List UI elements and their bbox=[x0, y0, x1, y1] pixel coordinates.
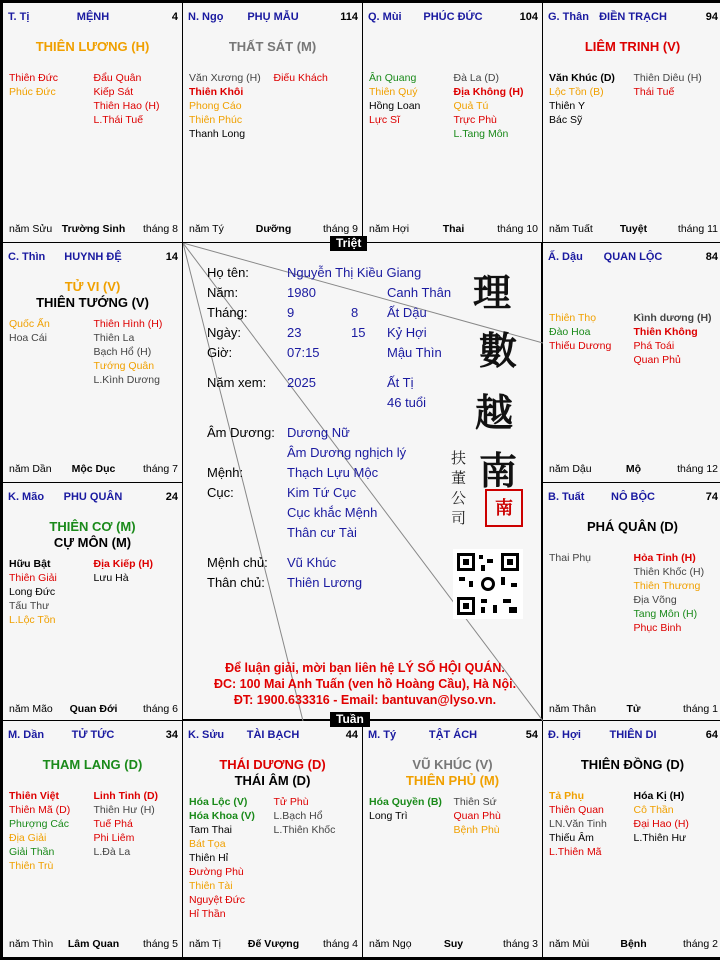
value-than-chu: Thiên Lương bbox=[287, 575, 363, 590]
palace-cell-ty[interactable] bbox=[362, 720, 543, 958]
minor-star: Phượng Các bbox=[9, 818, 70, 830]
major-star: THIÊN PHỦ (M) bbox=[405, 773, 500, 788]
palace-header bbox=[8, 727, 178, 743]
footer-month: tháng 4 bbox=[322, 938, 358, 950]
minor-star: L.Tang Môn bbox=[453, 128, 509, 140]
red-seal-stamp: 南 bbox=[485, 489, 523, 527]
major-stars bbox=[3, 757, 182, 773]
minor-star: Cô Thần bbox=[633, 804, 674, 816]
minor-star: Hồng Loan bbox=[369, 100, 421, 112]
contact-line-1: Để luận giải, mời bạn liên hệ LÝ SỐ HỘI QUÁN. bbox=[225, 661, 505, 675]
footer-year: năm Tị bbox=[189, 938, 221, 950]
footer-month: tháng 8 bbox=[142, 223, 178, 235]
palace-footer bbox=[549, 937, 718, 951]
label-menh-chu: Mệnh chủ: bbox=[207, 555, 268, 570]
value-day: 23 bbox=[287, 325, 302, 340]
minor-star: Lưu Hà bbox=[93, 572, 129, 584]
label-month: Tháng: bbox=[207, 305, 248, 320]
minor-star: Linh Tinh (D) bbox=[93, 790, 159, 802]
value-month-can: Ất Dậu bbox=[387, 305, 427, 320]
minor-star: Thiên Khôi bbox=[189, 86, 244, 98]
value-month-lunar: 8 bbox=[351, 305, 359, 320]
minor-star: Thiên Thọ bbox=[549, 312, 597, 324]
footer-stage: Mộc Dục bbox=[71, 463, 116, 475]
minor-star: Phá Toái bbox=[633, 340, 675, 352]
palace-header bbox=[368, 727, 538, 743]
palace-branch: Ấ. Dậu bbox=[548, 251, 583, 263]
label-menh: Mệnh: bbox=[207, 465, 244, 480]
minor-star: Thiên Tài bbox=[189, 880, 233, 892]
minor-star: Tang Môn (H) bbox=[633, 608, 698, 620]
footer-stage: Lâm Quan bbox=[67, 938, 120, 950]
footer-stage: Quan Đới bbox=[69, 703, 118, 715]
minor-star: Thiên Trù bbox=[9, 860, 54, 872]
value-cuc2: Cục khắc Mệnh bbox=[287, 505, 378, 520]
palace-footer bbox=[369, 222, 538, 236]
label-name: Họ tên: bbox=[207, 265, 249, 280]
palace-cell-ti[interactable] bbox=[2, 2, 183, 243]
major-star: TỬ VI (V) bbox=[64, 279, 121, 294]
footer-year: năm Dần bbox=[9, 463, 52, 475]
minor-star: Thiên Hỉ bbox=[189, 852, 229, 864]
center-info-panel bbox=[182, 242, 542, 720]
palace-branch: Q. Mùi bbox=[368, 11, 402, 23]
minor-star: Tả Phụ bbox=[549, 790, 585, 802]
footer-month: tháng 9 bbox=[322, 223, 358, 235]
palace-cell-thin[interactable] bbox=[2, 242, 183, 483]
major-star: THAM LANG (D) bbox=[42, 757, 143, 772]
triet-tag: Triệt bbox=[330, 236, 367, 251]
minor-star: Quan Phù bbox=[453, 810, 501, 822]
footer-month: tháng 12 bbox=[677, 463, 718, 475]
label-day: Ngày: bbox=[207, 325, 241, 340]
palace-name: HUYNH ĐỆ bbox=[64, 251, 122, 263]
palace-number: 44 bbox=[345, 729, 358, 741]
footer-stage: Trường Sinh bbox=[61, 223, 126, 235]
value-year-can: Canh Thân bbox=[387, 285, 452, 300]
palace-cell-dan[interactable] bbox=[2, 720, 183, 958]
footer-month: tháng 5 bbox=[142, 938, 178, 950]
palace-branch: M. Tý bbox=[368, 729, 397, 741]
footer-month: tháng 7 bbox=[142, 463, 178, 475]
footer-month: tháng 6 bbox=[142, 703, 178, 715]
contact-line-2: ĐC: 100 Mai Anh Tuấn (ven hồ Hoàng Cầu), Hà Nội. bbox=[213, 677, 517, 691]
contact-line-3: ĐT: 1900.633316 - Email: bantuvan@lyso.vn. bbox=[233, 693, 497, 707]
minor-star: Thiên Không bbox=[633, 326, 698, 338]
palace-cell-ngo[interactable] bbox=[182, 2, 363, 243]
palace-footer bbox=[9, 462, 178, 476]
palace-branch: K. Mão bbox=[8, 491, 45, 503]
minor-star: L.Đà La bbox=[93, 846, 131, 858]
palace-name: TỬ TỨC bbox=[71, 729, 115, 741]
minor-star: Thiếu Âm bbox=[549, 832, 594, 844]
palace-footer bbox=[9, 702, 178, 716]
palace-header bbox=[8, 9, 178, 25]
palace-cell-mao[interactable] bbox=[2, 482, 183, 723]
palace-number: 84 bbox=[705, 251, 718, 263]
palace-cell-hoi[interactable] bbox=[542, 720, 720, 958]
minor-star: Hỏa Tinh (H) bbox=[633, 552, 696, 564]
footer-stage: Dưỡng bbox=[255, 223, 292, 235]
minor-star: Hữu Bật bbox=[9, 558, 51, 570]
calligraphy-char-1: 理 bbox=[473, 270, 512, 315]
minor-star: Hóa Quyền (B) bbox=[369, 796, 442, 808]
minor-star: Thiên Giải bbox=[9, 572, 57, 584]
major-star: LIÊM TRINH (V) bbox=[584, 39, 681, 54]
label-view-year: Năm xem: bbox=[207, 375, 267, 390]
minor-star: Thiên Đức bbox=[9, 72, 59, 84]
palace-cell-tuat[interactable] bbox=[542, 482, 720, 723]
palace-cell-than[interactable] bbox=[542, 2, 720, 243]
major-stars bbox=[3, 39, 182, 55]
palace-branch: G. Thân bbox=[548, 11, 589, 23]
minor-star: Kình dương (H) bbox=[633, 312, 712, 324]
major-star: THẤT SÁT (M) bbox=[228, 39, 317, 54]
minor-star: Tuế Phá bbox=[93, 818, 133, 830]
palace-number: 24 bbox=[165, 491, 178, 503]
calligraphy-small-1: 扶 bbox=[451, 449, 467, 467]
footer-stage: Đế Vượng bbox=[247, 938, 300, 950]
palace-branch: M. Dần bbox=[8, 729, 45, 741]
minor-star: Hóa Lộc (V) bbox=[189, 796, 248, 808]
palace-name: PHU QUÂN bbox=[63, 491, 123, 503]
palace-name: PHỤ MẪU bbox=[247, 11, 299, 23]
footer-year: năm Tý bbox=[189, 223, 224, 235]
minor-star: Thiên Hư (H) bbox=[93, 804, 155, 816]
minor-star: Thiên Phúc bbox=[189, 114, 243, 126]
palace-number: 14 bbox=[165, 251, 178, 263]
minor-star: L.Thái Tuế bbox=[93, 114, 144, 126]
major-star: THIÊN CƠ (M) bbox=[49, 519, 136, 534]
minor-star: Thái Tuế bbox=[633, 86, 675, 98]
palace-name: PHÚC ĐỨC bbox=[423, 11, 483, 23]
palace-header bbox=[548, 9, 718, 25]
minor-star: L.Thiên Hư bbox=[633, 832, 687, 844]
minor-star: Bát Tọa bbox=[189, 838, 226, 850]
palace-cell-mui[interactable] bbox=[362, 2, 543, 243]
minor-star: Bệnh Phù bbox=[453, 824, 500, 836]
value-day-lunar: 15 bbox=[351, 325, 366, 340]
palace-branch: K. Sửu bbox=[188, 729, 225, 741]
minor-star: Hoa Cái bbox=[9, 332, 47, 344]
footer-stage: Bệnh bbox=[620, 938, 647, 950]
major-star: THIÊN TƯỚNG (V) bbox=[36, 295, 149, 310]
minor-star: Ân Quang bbox=[369, 72, 417, 84]
footer-year: năm Mão bbox=[9, 703, 53, 715]
minor-star: Long Đức bbox=[9, 586, 56, 598]
minor-star: Phục Binh bbox=[633, 622, 682, 634]
value-hour: 07:15 bbox=[287, 345, 320, 360]
minor-star: Đẩu Quân bbox=[93, 72, 142, 84]
minor-star: Thiên Hao (H) bbox=[93, 100, 160, 112]
major-star: THIÊN LƯƠNG (H) bbox=[35, 39, 150, 54]
palace-footer bbox=[549, 222, 718, 236]
footer-month: tháng 2 bbox=[682, 938, 718, 950]
palace-footer bbox=[9, 937, 178, 951]
footer-year: năm Sửu bbox=[9, 223, 53, 235]
minor-star: Thiên Khốc (H) bbox=[633, 566, 705, 578]
minor-star: Nguyệt Đức bbox=[189, 894, 246, 906]
palace-cell-dau[interactable] bbox=[542, 242, 720, 483]
label-year: Năm: bbox=[207, 285, 239, 300]
minor-star: Thiên Sứ bbox=[453, 796, 497, 808]
major-stars bbox=[3, 519, 182, 551]
palace-number: 4 bbox=[171, 11, 178, 23]
minor-star: Long Trì bbox=[369, 810, 408, 822]
palace-branch: T. Tị bbox=[8, 11, 30, 23]
calligraphy-small-4: 司 bbox=[451, 509, 467, 527]
minor-star: Phong Cáo bbox=[189, 100, 242, 112]
minor-star: L.Thiên Mã bbox=[549, 846, 602, 858]
label-hour: Giờ: bbox=[207, 345, 233, 360]
palace-footer bbox=[549, 462, 718, 476]
minor-star: Tam Thai bbox=[189, 824, 232, 836]
palace-footer bbox=[369, 937, 538, 951]
footer-stage: Thai bbox=[442, 223, 465, 235]
palace-number: 74 bbox=[705, 491, 718, 503]
minor-star: Thiên Diêu (H) bbox=[633, 72, 702, 84]
minor-star: Đà La (D) bbox=[453, 72, 500, 84]
minor-star: Địa Giải bbox=[9, 832, 47, 844]
minor-star: Văn Xương (H) bbox=[189, 72, 261, 84]
palace-name: TÀI BẠCH bbox=[246, 729, 300, 741]
minor-star: Điếu Khách bbox=[273, 72, 328, 84]
major-stars bbox=[3, 279, 182, 311]
footer-stage: Tuyệt bbox=[619, 223, 648, 235]
palace-number: 114 bbox=[340, 11, 358, 23]
value-amduong2: Âm Dương nghịch lý bbox=[287, 445, 407, 460]
footer-year: năm Dậu bbox=[549, 463, 592, 475]
footer-month: tháng 3 bbox=[502, 938, 538, 950]
major-star: THÁI ÂM (D) bbox=[234, 773, 311, 788]
minor-star: LN.Văn Tinh bbox=[549, 818, 607, 830]
minor-star: Thai Phụ bbox=[549, 552, 592, 564]
value-view-year: 2025 bbox=[287, 375, 316, 390]
palace-branch: Đ. Hợi bbox=[548, 729, 581, 741]
minor-star: Thiên Thương bbox=[633, 580, 701, 592]
value-hour-can: Mậu Thìn bbox=[387, 345, 442, 360]
value-month: 9 bbox=[287, 305, 295, 320]
major-stars bbox=[183, 757, 362, 789]
footer-year: năm Ngọ bbox=[369, 938, 412, 950]
footer-month: tháng 10 bbox=[497, 223, 538, 235]
minor-star: L.Thiên Khốc bbox=[273, 824, 336, 836]
palace-branch: B. Tuất bbox=[548, 491, 585, 503]
major-stars bbox=[543, 519, 720, 535]
minor-star: Địa Không (H) bbox=[453, 86, 524, 98]
footer-stage: Mộ bbox=[625, 463, 642, 475]
minor-star: Phi Liêm bbox=[93, 832, 135, 844]
palace-header bbox=[188, 727, 358, 743]
calligraphy-char-3: 越 bbox=[475, 390, 514, 435]
minor-star: Quả Tú bbox=[453, 100, 489, 112]
palace-number: 64 bbox=[705, 729, 718, 741]
minor-star: Thiên La bbox=[93, 332, 135, 344]
palace-footer bbox=[189, 937, 358, 951]
minor-star: Văn Khúc (D) bbox=[549, 72, 615, 84]
calligraphy-small-3: 公 bbox=[451, 489, 467, 507]
major-star: THIÊN ĐỒNG (D) bbox=[580, 757, 685, 772]
minor-star: Hỉ Thần bbox=[189, 908, 226, 920]
palace-name: TẬT ÁCH bbox=[428, 729, 478, 741]
palace-number: 54 bbox=[525, 729, 538, 741]
palace-branch: C. Thìn bbox=[8, 251, 46, 263]
minor-star: Đường Phù bbox=[189, 866, 244, 878]
minor-star: Bạch Hổ (H) bbox=[93, 346, 152, 358]
footer-stage: Tử bbox=[626, 703, 641, 715]
palace-name: MỆNH bbox=[76, 11, 110, 23]
label-amduong: Âm Dương: bbox=[207, 425, 275, 440]
minor-star: Hóa Kị (H) bbox=[633, 790, 685, 802]
value-age: 46 tuổi bbox=[387, 395, 427, 410]
palace-name: NÔ BỘC bbox=[611, 491, 655, 503]
palace-cell-suu[interactable] bbox=[182, 720, 363, 958]
value-than: Thân cư Tài bbox=[287, 525, 357, 540]
palace-header bbox=[548, 249, 718, 265]
minor-star: Hóa Khoa (V) bbox=[189, 810, 255, 822]
minor-star: Giải Thần bbox=[9, 846, 55, 858]
footer-stage: Suy bbox=[443, 938, 464, 950]
minor-star: Phúc Đức bbox=[9, 86, 56, 98]
minor-star: Thiếu Dương bbox=[549, 340, 612, 352]
palace-header bbox=[368, 9, 538, 25]
palace-header bbox=[8, 489, 178, 505]
footer-year: năm Tuất bbox=[549, 223, 593, 235]
major-star: PHÁ QUÂN (D) bbox=[587, 519, 678, 534]
value-menh: Thạch Lựu Mộc bbox=[287, 465, 379, 480]
major-stars bbox=[543, 757, 720, 773]
minor-star: Quan Phủ bbox=[633, 354, 681, 366]
footer-year: năm Hợi bbox=[369, 223, 410, 235]
minor-star: Quốc Ấn bbox=[9, 318, 50, 330]
minor-star: L.Lộc Tồn bbox=[9, 614, 56, 626]
calligraphy-small-2: 董 bbox=[451, 469, 467, 487]
minor-star: Thiên Quan bbox=[549, 804, 604, 816]
minor-star: Tử Phù bbox=[273, 796, 309, 808]
minor-star: Thiên Mã (D) bbox=[9, 804, 71, 816]
value-name: Nguyễn Thị Kiều Giang bbox=[287, 265, 422, 280]
palace-name: THIÊN DI bbox=[609, 729, 657, 741]
minor-star: L.Kình Dương bbox=[93, 374, 160, 386]
tuan-tag: Tuần bbox=[330, 712, 370, 727]
palace-name: QUAN LỘC bbox=[603, 251, 663, 263]
palace-header bbox=[188, 9, 358, 25]
value-menh-chu: Vũ Khúc bbox=[287, 555, 337, 570]
footer-year: năm Thân bbox=[549, 703, 597, 715]
major-star: VŨ KHÚC (V) bbox=[412, 757, 493, 772]
value-day-can: Kỷ Hợi bbox=[387, 325, 427, 340]
palace-footer bbox=[9, 222, 178, 236]
minor-star: Lực Sĩ bbox=[369, 114, 400, 126]
minor-star: Thanh Long bbox=[189, 128, 246, 140]
palace-branch: N. Ngọ bbox=[188, 11, 224, 23]
minor-star: Thiên Việt bbox=[9, 790, 59, 802]
minor-star: Kiếp Sát bbox=[93, 86, 134, 98]
value-cuc: Kim Tứ Cục bbox=[287, 485, 357, 500]
minor-star: Lộc Tồn (B) bbox=[549, 86, 604, 98]
calligraphy-char-4: 南 bbox=[479, 448, 518, 493]
label-than-chu: Thân chủ: bbox=[207, 575, 265, 590]
minor-star: Tấu Thư bbox=[9, 600, 50, 612]
minor-star: Thiên Quý bbox=[369, 86, 418, 98]
footer-year: năm Thìn bbox=[9, 938, 54, 950]
palace-header bbox=[8, 249, 178, 265]
palace-footer bbox=[189, 222, 358, 236]
minor-star: L.Bạch Hổ bbox=[273, 810, 323, 822]
minor-star: Địa Kiếp (H) bbox=[93, 558, 154, 570]
major-star: THÁI DƯƠNG (D) bbox=[219, 757, 326, 772]
palace-number: 94 bbox=[705, 11, 718, 23]
palace-header bbox=[548, 727, 718, 743]
minor-star: Tướng Quân bbox=[93, 360, 155, 372]
footer-year: năm Mùi bbox=[549, 938, 590, 950]
minor-star: Đại Hao (H) bbox=[633, 818, 689, 830]
footer-month: tháng 1 bbox=[682, 703, 718, 715]
calligraphy-char-2: 數 bbox=[479, 328, 518, 373]
footer-month: tháng 11 bbox=[677, 223, 718, 235]
palace-footer bbox=[549, 702, 718, 716]
major-stars bbox=[543, 39, 720, 55]
palace-number: 104 bbox=[519, 11, 538, 23]
minor-star: Thiên Hình (H) bbox=[93, 318, 163, 330]
minor-star: Trực Phù bbox=[453, 114, 497, 126]
value-amduong: Dương Nữ bbox=[287, 425, 350, 440]
palace-name: ĐIỀN TRẠCH bbox=[599, 11, 667, 23]
palace-header bbox=[548, 489, 718, 505]
major-stars bbox=[363, 757, 542, 789]
value-year: 1980 bbox=[287, 285, 316, 300]
minor-star: Bác Sỹ bbox=[549, 114, 583, 126]
minor-star: Địa Võng bbox=[633, 594, 677, 606]
palace-number: 34 bbox=[165, 729, 178, 741]
minor-star: Thiên Y bbox=[549, 100, 585, 112]
value-view-can: Ất Tị bbox=[387, 375, 414, 390]
label-cuc: Cục: bbox=[207, 485, 234, 500]
qr-code[interactable] bbox=[453, 549, 523, 619]
minor-star: Đào Hoa bbox=[549, 326, 591, 338]
major-stars bbox=[183, 39, 362, 55]
major-star: CỰ MÔN (M) bbox=[53, 535, 132, 550]
